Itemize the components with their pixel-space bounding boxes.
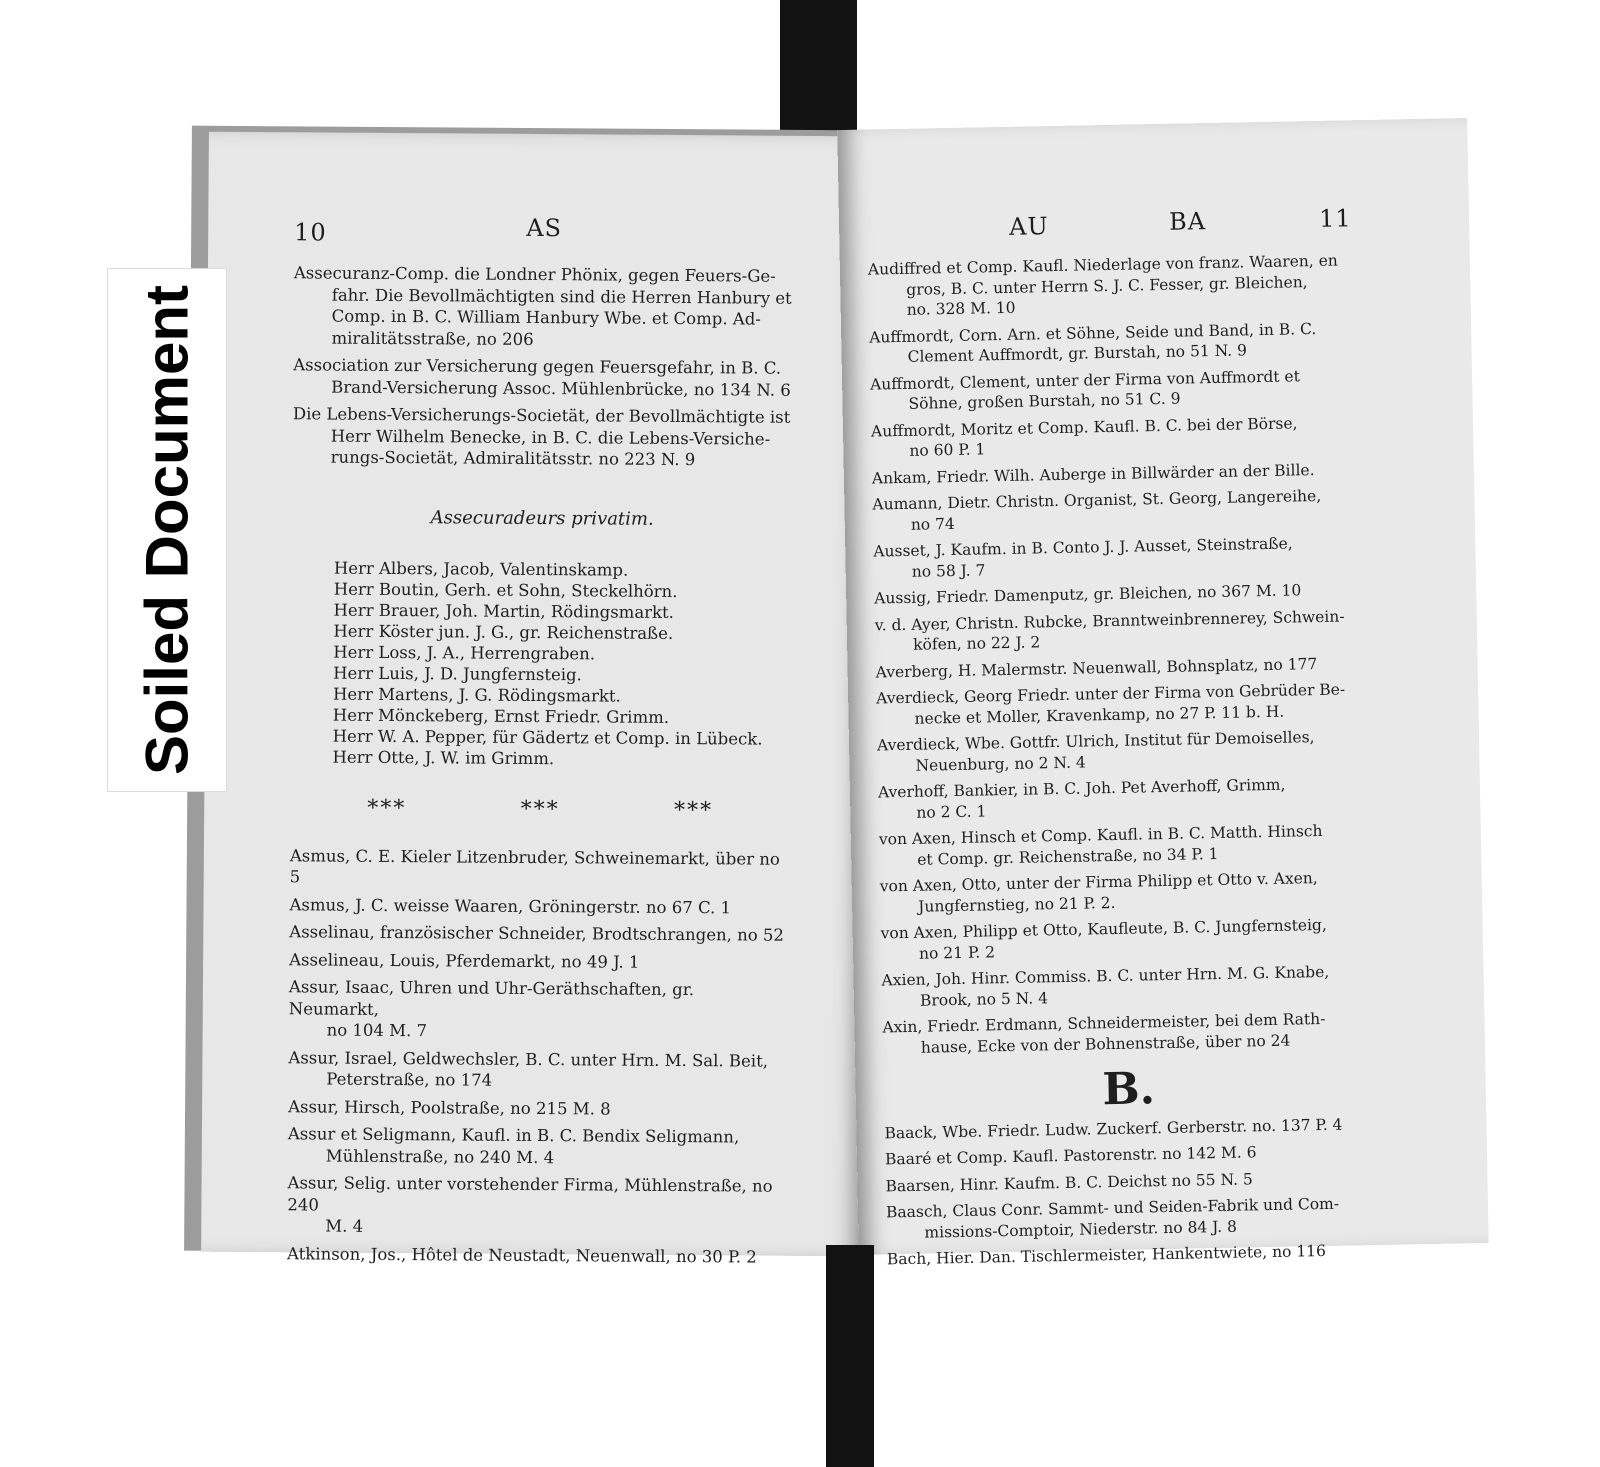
entry-line: Peterstraße, no 174 [326,1069,493,1090]
entry-line: Asmus, J. C. weisse Waaren, Gröningerstr. no 67 C. 1 [289,894,732,917]
list-item: Herr Otte, J. W. im Grimm. [332,747,555,769]
section-title: Assecuradeurs privatim. [430,506,654,530]
entry [886,1193,1377,1243]
entry-line: Baasch, Claus Conr. Sammt- und Seiden-Fabrik und Com- [885,1194,1340,1222]
entry [885,1167,1375,1197]
entry-line: Assur et Seligmann, Kaufl. in B. C. Bendix Seligmann, [287,1124,740,1147]
entry-line: et Comp. gr. Reichenstraße, no 34 P. 1 [917,844,1219,869]
entry-line: Auffmordt, Clement, unter der Firma von Auffmordt et [869,366,1301,394]
entry [879,820,1370,870]
entry [871,412,1362,462]
right-entries [868,250,1377,1276]
list-item: Herr Brauer, Joh. Martin, Rödingsmarkt. [333,600,675,622]
entry [882,1008,1373,1058]
entry [876,679,1367,729]
entry-line: Comp. in B. C. William Hanbury Wbe. et Comp. Ad- [331,306,761,329]
entry [874,579,1364,609]
entry [288,1047,788,1093]
entry-line: von Axen, Hinsch et Comp. Kaufl. in B. C. Matth. Hinsch [878,821,1323,849]
entry [289,949,789,974]
entry-line: von Axen, Otto, unter der Firma Philipp et Otto v. Axen, [879,869,1318,896]
entry [878,773,1369,823]
entry-line: Baarsen, Hinr. Kaufm. B. C. Deichst no 55 N. 5 [885,1169,1253,1195]
entry [290,845,790,891]
entry [288,1123,788,1169]
entry-line: Söhne, großen Burstah, no 51 C. 9 [908,389,1181,413]
entry-line: Atkinson, Jos., Hôtel de Neustadt, Neuenwall, no 30 P. 2 [287,1243,757,1267]
right-running-header-left: AU [1008,212,1049,241]
entry-line: no 104 M. 7 [326,1020,428,1041]
entry [287,1243,787,1268]
entry-line: v. d. Ayer, Christn. Rubcke, Branntweinbrennerey, Schwein- [874,607,1345,635]
list-item: Herr Luis, J. D. Jungfernsteig. [333,663,582,685]
asterism: *** [367,795,407,822]
entry-line: Auffmordt, Corn. Arn. et Söhne, Seide und Band, in B. C. [869,319,1317,347]
entry-line: no 2 C. 1 [916,801,987,822]
entry-line: Jungfernstieg, no 21 P. 2. [918,893,1116,916]
herren-list [290,557,791,770]
entry [875,653,1365,683]
bookmark-ribbon-top [780,0,857,140]
entry [884,1114,1374,1144]
entry-line: gros, B. C. unter Herrn S. J. C. Fesser, gr. Bleichen, [906,272,1308,299]
entry-line: hause, Ecke von der Bohnenstraße, über no 24 [920,1031,1291,1057]
entry-line: Asselinau, französischer Schneider, Brodtschrangen, no 52 [289,922,785,945]
entry [873,532,1364,582]
entry-line: köfen, no 22 J. 2 [912,633,1041,654]
entry [872,459,1362,489]
left-entries [287,262,794,1273]
entry [887,1240,1377,1270]
entry [288,1096,788,1121]
right-page [837,118,1488,1269]
entry-line: Aumann, Dietr. Christn. Organist, St. Georg, Langereihe, [872,486,1322,514]
entry-line: Assur, Isaac, Uhren und Uhr-Geräthschaften, gr. Neumarkt, [288,977,695,1019]
entry-line: Assur, Israel, Geldwechsler, B. C. unter Hrn. M. Sal. Beit, [288,1047,769,1071]
list-item: Herr Loss, J. A., Herrengraben. [333,642,596,664]
list-item: Herr Albers, Jacob, Valentinskamp. [333,558,629,580]
entry-line: necke et Moller, Kravenkamp, no 27 P. 11 b. H. [914,702,1285,728]
entry-line: Baack, Wbe. Friedr. Ludw. Zuckerf. Gerberstr. no. 137 P. 4 [884,1115,1343,1142]
entry [293,262,794,351]
entry [875,606,1366,656]
entry [293,354,793,400]
entry-line: Asmus, C. E. Kieler Litzenbruder, Schweinemarkt, über no 5 [289,845,780,887]
entry [870,365,1361,415]
asterism: *** [520,796,560,823]
entry-line: von Axen, Philipp et Otto, Kaufleute, B. C. Jungfernsteig, [880,915,1327,943]
entry [880,914,1371,964]
entry [289,894,789,919]
entry-line: fahr. Die Bevollmächtigten sind die Herren Hanbury et [331,285,792,308]
entry [289,921,789,946]
left-page [201,132,869,1267]
entry-line: Neuenburg, no 2 N. 4 [915,752,1086,775]
entry-line: Brand-Versicherung Assoc. Mühlenbrücke, no 134 N. 6 [331,377,791,400]
entry-line: Assur, Selig. unter vorstehender Firma, Mühlenstraße, no 240 [287,1173,773,1215]
entry-line: Die Lebens-Versicherungs-Societät, der Bevollmächtigte ist [292,404,791,427]
entry-line: M. 4 [325,1216,364,1236]
entry-line: Axin, Friedr. Erdmann, Schneidermeister, bei dem Rath- [882,1009,1326,1037]
soiled-document-label-text: Soiled Document [133,284,201,776]
entry [289,976,789,1044]
entry-line: Aussig, Friedr. Damenputz, gr. Bleichen, no 367 M. 10 [874,581,1302,608]
entry-line: Averdieck, Georg Friedr. unter der Firma von Gebrüder Be- [876,680,1346,708]
entry-line: no 58 J. 7 [911,560,986,581]
entry [885,1140,1375,1170]
entry-line: miralitätsstraße, no 206 [331,328,534,349]
asterism: *** [673,797,714,824]
entry-line: no 60 P. 1 [909,440,986,460]
list-item: Herr Mönckeberg, Ernst Friedr. Grimm. [332,705,670,727]
list-item: Herr Köster jun. J. G., gr. Reichenstraße. [333,621,674,643]
entry-line: Averberg, H. Malermstr. Neuenwall, Bohnsplatz, no 177 [875,654,1318,682]
entry [868,250,1359,321]
entry-line: Brook, no 5 N. 4 [919,988,1049,1010]
entry-line: Baaré et Comp. Kaufl. Pastorenstr. no 142 M. 6 [884,1143,1257,1169]
entry [869,318,1360,368]
entry [872,485,1363,535]
asterism-divider [310,797,770,822]
entry-line: Herr Wilhelm Benecke, in B. C. die Lebens-Versiche- [330,426,771,449]
soiled-document-label [107,268,227,792]
entry-line: Clement Auffmordt, gr. Burstah, no 51 N. 9 [907,341,1248,366]
right-running-header-right: BA [1168,207,1207,236]
entry-line: Mühlenstraße, no 240 M. 4 [325,1146,555,1167]
letter-heading: B. [1101,1063,1156,1116]
entry-line: Assur, Hirsch, Poolstraße, no 215 M. 8 [288,1096,611,1119]
left-running-header: AS [526,213,563,243]
entry-line: missions-Comptoir, Niederstr. no 84 J. 8 [924,1217,1238,1242]
entry-line: Averdieck, Wbe. Gottfr. Ulrich, Institut für Demoiselles, [876,728,1315,755]
entry-line: Audiffred et Comp. Kaufl. Niederlage von franz. Waaren, en [867,251,1338,279]
left-page-number: 10 [294,218,327,247]
bookmark-ribbon-bottom [826,1245,874,1467]
list-item: Herr W. A. Pepper, für Gädertz et Comp. in Lübeck. [332,726,763,749]
entry-line: Asselineau, Louis, Pferdemarkt, no 49 J. 1 [289,949,640,972]
entry [287,1172,787,1240]
entry [293,403,793,471]
entry-line: Assecuranz-Comp. die Londner Phönix, gegen Feuers-Ge- [293,263,776,286]
entry [877,726,1368,776]
list-item: Herr Martens, J. G. Rödingsmarkt. [332,684,621,706]
entry-line: no. 328 M. 10 [906,298,1016,319]
entry-line: Ausset, J. Kaufm. in B. Conto J. J. Ausset, Steinstraße, [873,534,1293,561]
entry [881,961,1372,1011]
entry-line: Bach, Hier. Dan. Tischlermeister, Hankentwiete, no 116 [886,1241,1327,1269]
entry-line: rungs-Societät, Admiralitätsstr. no 223 N. 9 [330,447,696,470]
entry-line: Auffmordt, Moritz et Comp. Kaufl. B. C. bei der Börse, [870,413,1298,441]
list-item: Herr Boutin, Gerh. et Sohn, Steckelhörn. [333,579,678,601]
entry-line: Ankam, Friedr. Wilh. Auberge in Billwärder an der Bille. [871,460,1315,488]
right-page-number: 11 [1318,204,1352,233]
entry-line: Averhoff, Bankier, in B. C. Joh. Pet Averhoff, Grimm, [877,775,1286,802]
entry-line: no 74 [910,514,955,534]
entry [880,867,1371,917]
entry-line: no 21 P. 2 [918,942,996,963]
entry-line: Axien, Joh. Hinr. Commiss. B. C. unter Hrn. M. G. Knabe, [881,962,1330,990]
entry-line: Association zur Versicherung gegen Feuersgefahr, in B. C. [293,355,782,378]
